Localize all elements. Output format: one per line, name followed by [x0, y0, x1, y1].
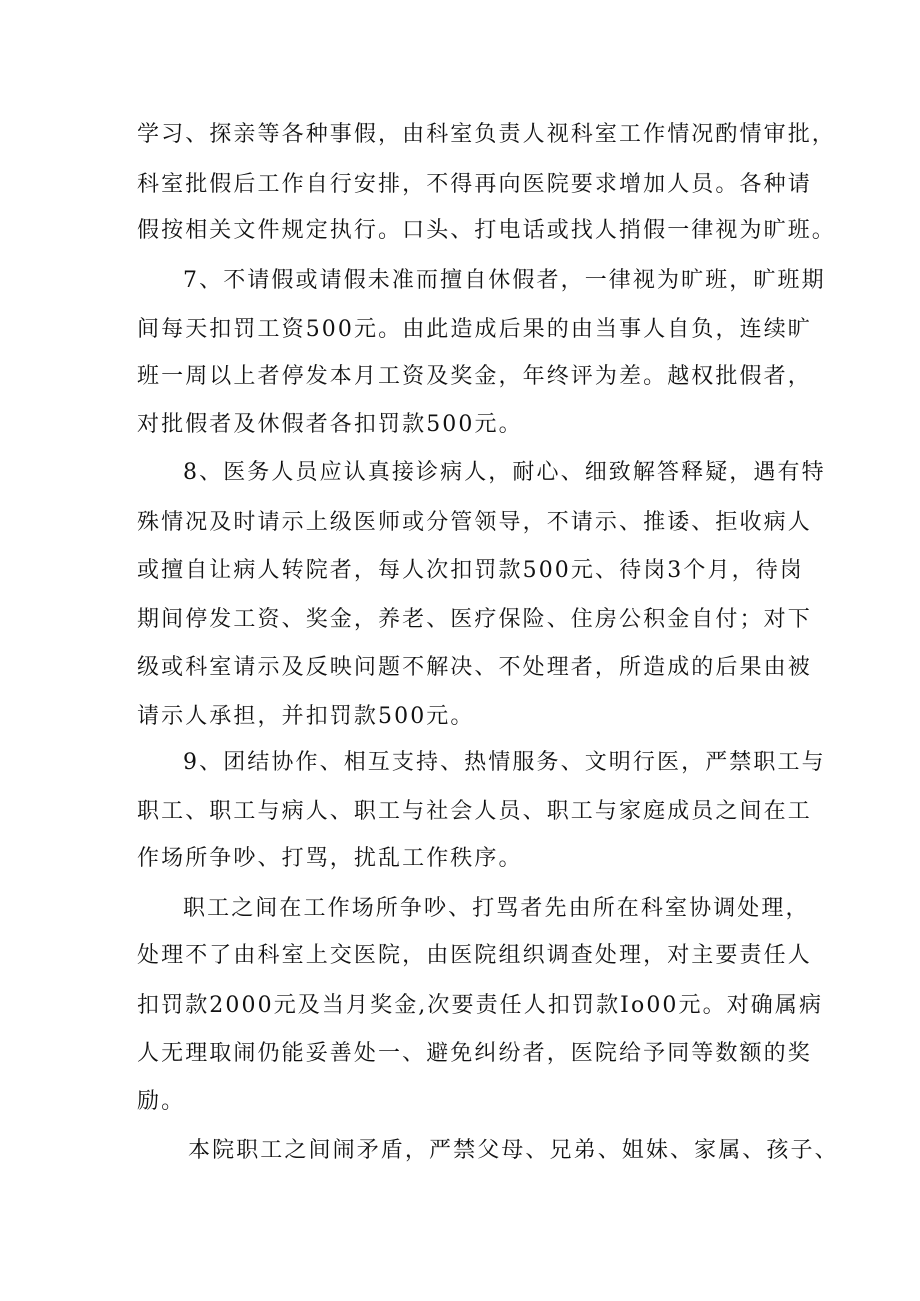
text-line: 7、不请假或请假未准而擅自休假者，一律视为旷班，旷班期 — [183, 268, 826, 293]
text-line: 假按相关文件规定执行。口头、打电话或找人捎假一律视为旷班。 — [137, 218, 836, 243]
text-line: 班一周以上者停发本月工资及奖金，年终评为差。越权批假者， — [137, 364, 812, 389]
text-line: 请示人承担，并扣罚款500元。 — [137, 704, 475, 729]
text-line: 人无理取闹仍能妥善处一、避免纠纷者，医院给予同等数额的奖 — [137, 1041, 812, 1066]
text-line: 学习、探亲等各种事假，由科室负责人视科室工作情况酌情审批， — [137, 122, 836, 147]
text-line: 间每天扣罚工资500元。由此造成后果的由当事人自负，连续旷 — [137, 317, 812, 342]
text-line: 或擅自让病人转院者，每人次扣罚款500元、待岗3个月，待岗 — [137, 558, 804, 583]
text-line: 期间停发工资、奖金，养老、医疗保险、住房公积金自付；对下 — [137, 607, 812, 632]
text-line: 9、团结协作、相互支持、热情服务、文明行医，严禁职工与 — [183, 750, 826, 775]
text-line: 职工、职工与病人、职工与社会人员、职工与家庭成员之间在工 — [137, 799, 812, 824]
text-line: 励。 — [137, 1089, 186, 1114]
text-line: 级或科室请示及反映问题不解决、不处理者，所造成的后果由被 — [137, 655, 812, 680]
text-line: 科室批假后工作自行安排，不得再向医院要求增加人员。各种请 — [137, 172, 812, 197]
text-line: 对批假者及休假者各扣罚款500元。 — [137, 412, 523, 437]
text-line: 职工之间在工作场所争吵、打骂者先由所在科室协调处理， — [183, 896, 810, 921]
text-line: 作场所争吵、打骂，扰乱工作秩序。 — [137, 846, 523, 871]
text-line: 殊情况及时请示上级医师或分管领导，不请示、推诿、拒收病人 — [137, 510, 812, 535]
text-line: 扣罚款2000元及当月奖金,次要责任人扣罚款Io00元。对确属病 — [137, 993, 824, 1018]
text-line: 处理不了由科室上交医院，由医院组织调查处理，对主要责任人 — [137, 943, 812, 968]
text-line: 8、医务人员应认真接诊病人，耐心、细致解答释疑，遇有特 — [183, 460, 826, 485]
text-line: 本院职工之间闹矛盾，严禁父母、兄弟、姐妹、家属、孩子、 — [188, 1138, 839, 1163]
